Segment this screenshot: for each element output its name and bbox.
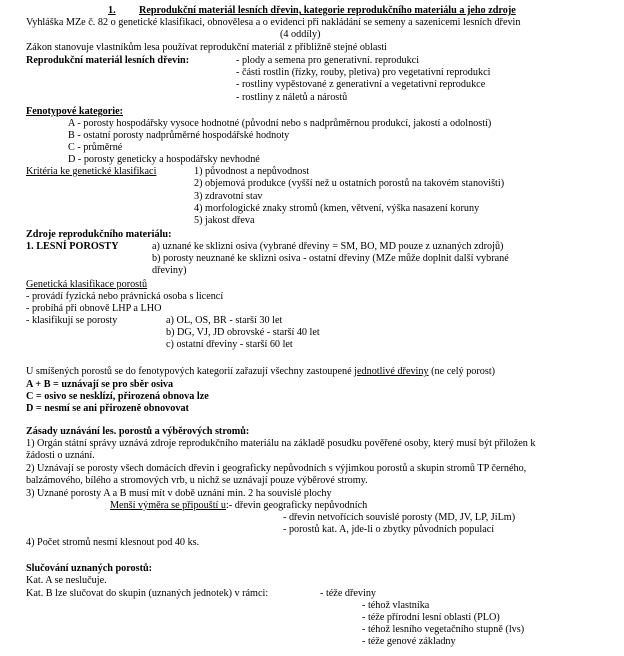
kriteria-item: 3) zdravotní stav — [194, 191, 263, 202]
smisene-pre: U smíšených porostů se do fenotypových kategorií zařazují všechny zastoupené — [26, 366, 355, 377]
slucovani-item: - téže genové základny — [362, 636, 456, 647]
kriteria-item: 5) jakost dřeva — [194, 215, 255, 226]
intro-line-1b: (4 oddíly) — [280, 29, 321, 40]
zdroje-b1: b) porosty neuznané ke sklizni osiva - ostatní dřeviny (MZe může doplnit další vybrané — [152, 253, 509, 264]
zdroje-a: a) uznané ke sklizni osiva (vybrané dřeviny = SM, BO, MD pouze z uznaných zdrojů) — [152, 241, 504, 252]
zasady-min-item: - dřevin netvořících souvislé porosty (MD, JV, LP, JiLm) — [283, 512, 516, 523]
zasady-p2b: balzámového, bílého a stromových vrb, u nichž se uznávají pouze výběrové stromy. — [26, 475, 368, 486]
genklas-heading: Genetická klasifikace porostů — [26, 279, 148, 290]
feno-heading: Fenotypové kategorie: — [26, 106, 124, 117]
repro-item: - rostliny z náletů a nárostů — [236, 92, 348, 103]
zasady-min-line — [110, 500, 367, 512]
smisene-post: (ne celý porost) — [428, 366, 496, 377]
zdroje-sub: 1. LESNÍ POROSTY — [26, 241, 119, 252]
feno-item: B - ostatní porosty nadprůměrné hospodářské hodnoty — [68, 130, 290, 141]
kriteria-item: 4) morfologické znaky stromů (kmen, větvení, výška nasazení koruny — [194, 203, 480, 214]
smisene-rule: D = nesmí se ani přirozeně obnovovat — [26, 403, 189, 414]
genklas-age: b) DG, VJ, JD obrovské - starší 40 let — [166, 327, 320, 338]
zasady-heading: Zásady uznávání les. porostů a výběrových stromů: — [26, 426, 250, 437]
zasady-min-item: :- dřevin geograficky nepůvodních — [226, 500, 368, 511]
repro-item: - plody a semena pro generativní. reprodukci — [236, 55, 420, 66]
genklas-age: a) OL, OS, BR - starší 30 let — [166, 315, 283, 326]
smisene-rule: C = osivo se nesklízí, přirozená obnova lze — [26, 391, 209, 402]
kriteria-label: Kritéria ke genetické klasifikaci — [26, 166, 157, 177]
slucovani-item: - téže dřeviny — [320, 588, 377, 599]
zasady-min-item: - porostů kat. A, jde-li o zbytky původních populací — [283, 524, 495, 535]
zasady-p4: 4) Počet stromů nesmí klesnout pod 40 ks. — [26, 537, 200, 548]
smisene-line — [26, 366, 495, 378]
smisene-rule: A + B = uznávají se pro sběr osiva — [26, 379, 174, 390]
genklas-age: c) ostatní dřeviny - starší 60 let — [166, 339, 293, 350]
section-number: 1. — [108, 5, 116, 16]
slucovani-heading: Slučování uznaných porostů: — [26, 563, 153, 574]
zdroje-b2: dřeviny) — [152, 265, 187, 276]
intro-line-1: Vyhláška MZe č. 82 o genetické klasifikaci, obnovělesa a o evidenci při nakládání se semeny a sazenicemi lesních dřevin — [26, 17, 521, 28]
slucovani-item: - téže přírodní lesní oblasti (PLO) — [362, 612, 500, 623]
zasady-min-label: Menší výměra se připouští u — [110, 500, 227, 511]
feno-item: D - porosty geneticky a hospodářsky nevhodné — [68, 154, 260, 165]
slucovani-a: Kat. A se neslučuje. — [26, 575, 107, 586]
zasady-p1b: žádosti o uznání. — [26, 450, 95, 461]
kriteria-item: 1) původnost a nepůvodnost — [194, 166, 310, 177]
page-title: Reprodukční materiál lesních dřevin, kategorie reprodukčního materiálu a jeho zdroje — [139, 5, 516, 16]
zdroje-heading: Zdroje reprodukčního materiálu: — [26, 229, 172, 240]
smisene-underlined: jednotlivé dřeviny — [354, 366, 429, 377]
genklas-item: - provádí fyzická nebo právnická osoba s licencí — [26, 291, 224, 302]
intro-line-2: Zákon stanovuje vlastníkům lesa používat reprodukční materiál z přibližně stejné oblasti — [26, 42, 387, 53]
zasady-p2a: 2) Uznávají se porosty všech domácích dřevin i geograficky nepůvodních s výjimkou porostů a skupin stromů TP černého, — [26, 463, 527, 474]
feno-item: C - průměrné — [68, 142, 123, 153]
repro-label: Reprodukční materiál lesních dřevin: — [26, 55, 190, 66]
genklas-klas-label: - klasifikují se porosty — [26, 315, 118, 326]
kriteria-item: 2) objemová produkce (vyšší než u ostatních porostů na takovém stanovišti) — [194, 178, 505, 189]
zasady-p3: 3) Uznané porosty A a B musí mít v době uznání min. 2 ha souvislé plochy — [26, 488, 332, 499]
slucovani-b: Kat. B lze slučovat do skupin (uznaných jednotek) v rámci: — [26, 588, 269, 599]
slucovani-item: - téhož lesního vegetačního stupně (lvs) — [362, 624, 525, 635]
genklas-item: - probíhá při obnově LHP a LHO — [26, 303, 162, 314]
feno-item: A - porosty hospodářsky vysoce hodnotné (původní nebo s nadprůměrnou produkcí, jakostí a odolností) — [68, 118, 492, 129]
repro-item: - rostliny vypěstované z generativní a vegetativní reprodukce — [236, 79, 486, 90]
zasady-p1a: 1) Orgán státní správy uznává zdroje reprodukčního materiálu na základě posudku pověřené osoby, který musí být přiložen k — [26, 438, 536, 449]
slucovani-item: - téhož vlastníka — [362, 600, 430, 611]
repro-item: - části rostlin (řízky, rouby, pletiva) pro vegetativní reprodukci — [236, 67, 491, 78]
